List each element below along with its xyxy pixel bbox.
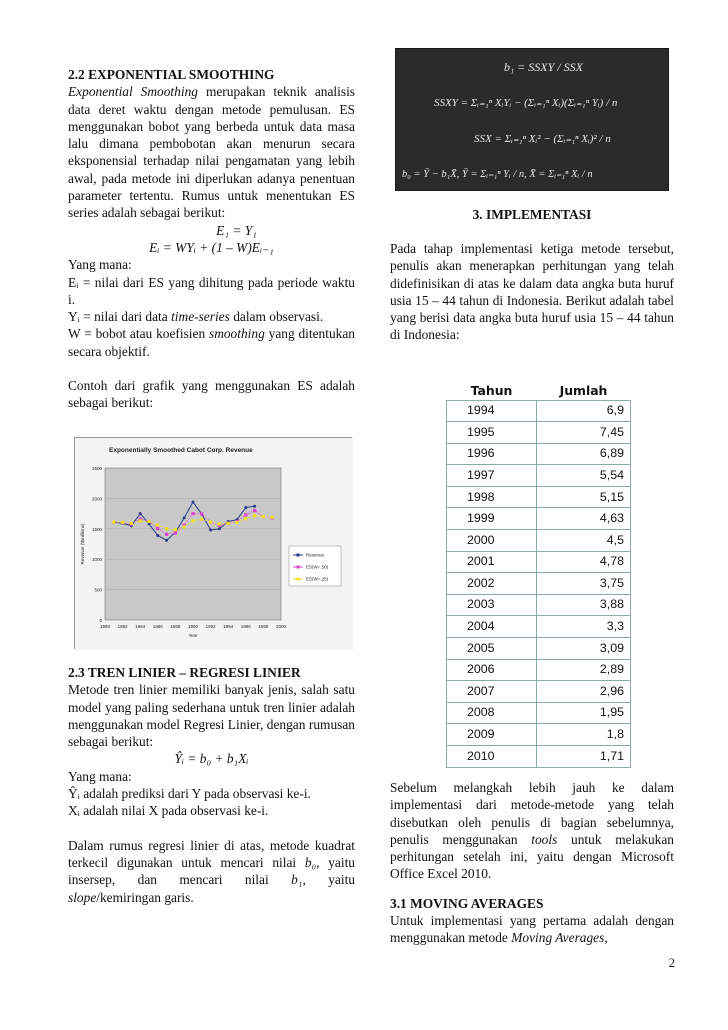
- x-tick-label: 1998: [258, 624, 269, 629]
- table-cell-year: 2005: [447, 638, 537, 660]
- section-heading-moving-averages: 3.1 MOVING AVERAGES: [390, 895, 544, 911]
- data-point: [253, 505, 256, 508]
- data-point: [271, 516, 274, 519]
- data-point: [200, 517, 203, 520]
- x-tick-label: 1980: [99, 624, 111, 629]
- table-cell-value: 6,9: [537, 400, 631, 422]
- table-row: [447, 724, 631, 746]
- formula-b0: b₀ = Ȳ − b₁X̄, Ȳ = Σᵢ₌₁ⁿ Yᵢ / n, X̄ = Σᵢ₌₁ⁿ Xᵢ / n: [402, 169, 593, 180]
- formula-b1: b₁ = SSXY / SSX: [504, 60, 583, 74]
- table-cell-year: 1994: [447, 400, 537, 422]
- table-row: [447, 465, 631, 487]
- section-heading-linear-trend: 2.3 TREN LINIER – REGRESI LINIER: [68, 665, 301, 680]
- page-number: 2: [668, 956, 675, 970]
- legend-marker: [297, 578, 300, 581]
- x-tick-label: 2000: [275, 624, 287, 629]
- y-tick-label: 1000: [91, 557, 102, 563]
- definition-yhat: Ŷᵢ adalah prediksi dari Y pada observasi ke-i.: [68, 786, 311, 802]
- table-cell-value: 1,71: [537, 746, 631, 768]
- table-row: [447, 400, 631, 422]
- table-cell-value: 4,5: [537, 530, 631, 552]
- table-row: [447, 443, 631, 465]
- linear-trend-paragraph: Metode tren linier memiliki banyak jenis, salah satu model yang paling sederhana untuk tren linier adalah menggunakan model Regresi Linier, dengan rumusan sebagai berikut:: [68, 682, 355, 750]
- table-row: [447, 702, 631, 724]
- definitions-label: Yang mana:: [68, 257, 132, 273]
- es-intro-text: merupakan teknik analisis data deret waktu dengan metode pemulusan. ES menggunakan bobot yang berbeda untuk data masa lalu dimana pembobotan akan menurun secara eksponensial terhadap nilai pengamatan yang lebih awal, pada metode ini diperlukan adanya penentuan parameter tertentu. Rumus untuk menentukan ES series adalah sebagai berikut:: [68, 84, 355, 221]
- data-point: [156, 527, 159, 530]
- table-cell-value: 3,88: [537, 594, 631, 616]
- formula-ei-text: Eᵢ = WYᵢ + (1 – W)Eᵢ₋₁: [149, 239, 274, 255]
- y-tick-label: 2000: [91, 496, 102, 502]
- x-tick-label: 1982: [117, 624, 128, 629]
- x-tick-label: 1984: [135, 624, 146, 629]
- y-tick-label: 500: [94, 587, 102, 593]
- formula-regression: [68, 750, 355, 767]
- es-chart: [74, 437, 352, 649]
- def-y-post: dalam observasi.: [229, 309, 324, 325]
- table-cell-value: 6,89: [537, 443, 631, 465]
- data-point: [244, 513, 247, 516]
- es-chart-svg: [75, 438, 353, 650]
- data-point: [174, 528, 177, 531]
- reg-slope: slope: [68, 889, 97, 905]
- table-cell-year: 1998: [447, 486, 537, 508]
- x-tick-label: 1992: [205, 624, 216, 629]
- illiteracy-table: [446, 381, 631, 768]
- data-point: [218, 522, 221, 525]
- table-cell-year: 2007: [447, 681, 537, 703]
- table-header-total: Jumlah: [559, 382, 608, 398]
- ma-text-1: Untuk implementasi yang pertama adalah dengan menggunakan metode: [390, 913, 674, 946]
- data-point: [244, 506, 247, 509]
- data-point: [200, 512, 203, 515]
- chart-title: Exponentially Smoothed Cabot Corp. Revenue: [109, 447, 253, 454]
- data-point: [192, 501, 195, 504]
- left-column: [68, 66, 355, 412]
- table-cell-value: 7,45: [537, 422, 631, 444]
- legend-label: ES(W=.25): [306, 576, 329, 582]
- table-cell-year: 2000: [447, 530, 537, 552]
- ma-italic: Moving Averages: [511, 930, 605, 946]
- data-point: [191, 519, 194, 522]
- table-cell-year: 2006: [447, 659, 537, 681]
- x-axis-label: Year: [188, 633, 198, 638]
- x-tick-label: 1994: [223, 624, 234, 629]
- data-point: [244, 517, 247, 520]
- data-point: [235, 521, 238, 524]
- table-cell-year: 1999: [447, 508, 537, 530]
- es-intro-paragraph: [68, 83, 355, 221]
- def-y-italic: time-series: [171, 309, 230, 325]
- y-tick-label: 2500: [91, 466, 102, 471]
- data-point: [156, 534, 159, 537]
- x-tick-label: 1986: [152, 624, 163, 629]
- chart-intro-paragraph: Contoh dari grafik yang menggunakan ES adalah sebagai berikut:: [68, 378, 355, 411]
- table-cell-year: 2009: [447, 724, 537, 746]
- data-point: [147, 520, 150, 523]
- legend-marker: [297, 554, 300, 557]
- data-point: [191, 512, 194, 515]
- table-cell-value: 4,63: [537, 508, 631, 530]
- table-cell-year: 2008: [447, 702, 537, 724]
- definition-y: [68, 308, 355, 325]
- table-row: [447, 746, 631, 768]
- section-heading-implementation: 3. IMPLEMENTASI: [472, 207, 592, 222]
- definition-e: Eᵢ = nilai dari ES yang dihitung pada periode waktu i.: [68, 274, 355, 307]
- formula-ei: [68, 239, 355, 256]
- data-point: [165, 527, 168, 530]
- before-paragraph: [390, 779, 674, 883]
- table-row: [447, 422, 631, 444]
- definitions-label-2: Yang mana:: [68, 768, 132, 784]
- data-point: [112, 521, 115, 524]
- table-body: [447, 400, 631, 767]
- before-text-2: untuk melakukan perhitungan setelah ini, yaitu dengan Microsoft Office Excel 2010.: [390, 831, 674, 882]
- reg-text-4: /kemiringan garis.: [96, 889, 194, 905]
- data-point: [183, 516, 186, 519]
- table-cell-year: 2004: [447, 616, 537, 638]
- data-point: [262, 515, 265, 518]
- table-cell-year: 1996: [447, 443, 537, 465]
- before-tools: tools: [531, 831, 558, 847]
- table-row: [447, 551, 631, 573]
- data-point: [183, 525, 186, 528]
- data-point: [165, 539, 168, 542]
- x-tick-label: 1996: [240, 624, 251, 629]
- def-w-post: yang ditentukan secara objektif.: [68, 326, 356, 359]
- moving-averages-paragraph: [390, 912, 674, 947]
- y-axis-label: Revenue (\$millions): [80, 523, 85, 565]
- data-point: [209, 521, 212, 524]
- table-cell-value: 5,15: [537, 486, 631, 508]
- table-cell-value: 5,54: [537, 465, 631, 487]
- table-row: [447, 530, 631, 552]
- table-row: [447, 616, 631, 638]
- right-column-lower: [390, 779, 674, 947]
- es-term: Exponential Smoothing: [68, 84, 198, 100]
- data-point: [139, 512, 142, 515]
- table-cell-value: 4,78: [537, 551, 631, 573]
- table-cell-value: 1,8: [537, 724, 631, 746]
- table-cell-value: 3,09: [537, 638, 631, 660]
- legend-label: Revenue: [306, 552, 325, 558]
- formula-ssx: SSX = Σᵢ₌₁ⁿ Xᵢ² − (Σᵢ₌₁ⁿ Xᵢ)² / n: [474, 133, 611, 145]
- def-y-pre: Yᵢ = nilai dari data: [68, 309, 172, 325]
- data-point: [218, 527, 221, 530]
- formula-e1: [68, 222, 355, 239]
- table-header-row: [447, 381, 631, 400]
- table-cell-value: 1,95: [537, 702, 631, 724]
- reg-text-2: , yaitu insersep, dan mencari nilai: [68, 854, 355, 888]
- table-row: [447, 508, 631, 530]
- data-point: [209, 529, 212, 532]
- table-cell-value: 2,96: [537, 681, 631, 703]
- table-cell-year: 2003: [447, 594, 537, 616]
- formula-regression-text: Ŷᵢ = b₀ + b₁Xᵢ: [174, 751, 249, 767]
- regression-formula-image: [395, 48, 669, 191]
- left-column-lower: [68, 664, 355, 906]
- y-tick-label: 0: [99, 618, 102, 623]
- definition-w: [68, 325, 355, 360]
- data-point: [227, 522, 230, 525]
- table-row: [447, 573, 631, 595]
- legend-marker: [297, 566, 300, 569]
- table-cell-value: 2,89: [537, 659, 631, 681]
- data-point: [253, 509, 256, 512]
- data-point: [139, 519, 142, 522]
- ma-text-2: ,: [604, 930, 608, 946]
- regression-paragraph: [68, 837, 355, 906]
- legend-label: ES(W=.50): [306, 564, 329, 570]
- formula-e1-text: E₁ = Y₁: [216, 222, 257, 238]
- reg-text-3: , yaitu: [302, 872, 355, 888]
- table-row: [447, 486, 631, 508]
- table-row: [447, 681, 631, 703]
- x-tick-label: 1988: [170, 624, 181, 629]
- reg-b0: b₀: [304, 854, 317, 870]
- data-point: [121, 521, 124, 524]
- table-cell-value: 3,3: [537, 616, 631, 638]
- data-point: [165, 533, 168, 536]
- table-row: [447, 594, 631, 616]
- table-cell-year: 2010: [447, 746, 537, 768]
- data-point: [253, 514, 256, 517]
- formula-ssxy: SSXY = Σᵢ₌₁ⁿ XᵢYᵢ − (Σᵢ₌₁ⁿ Xᵢ)(Σᵢ₌₁ⁿ Yᵢ) / n: [434, 97, 618, 109]
- x-tick-label: 1990: [187, 624, 199, 629]
- table-cell-year: 2002: [447, 573, 537, 595]
- table-cell-year: 2001: [447, 551, 537, 573]
- y-tick-label: 1500: [91, 526, 102, 532]
- def-w-pre: W = bobot atau koefisien: [68, 326, 209, 342]
- table-cell-year: 1997: [447, 465, 537, 487]
- table-cell-value: 3,75: [537, 573, 631, 595]
- definition-x: Xᵢ adalah nilai X pada observasi ke-i.: [68, 803, 269, 819]
- data-point: [174, 531, 177, 534]
- before-text-1: Sebelum melangkah lebih jauh ke dalam implementasi dari metode-metode yang telah disebutkan oleh penulis di bagian sebelumnya, penulis menggunakan: [390, 780, 674, 847]
- section-heading-exponential-smoothing: 2.2 EXPONENTIAL SMOOTHING: [68, 67, 275, 82]
- plot-area: [105, 468, 281, 620]
- reg-b1: b₁: [291, 872, 303, 888]
- data-point: [130, 522, 133, 525]
- table-header-year: Tahun: [470, 382, 513, 398]
- regression-formula-svg: [396, 49, 670, 192]
- data-point: [156, 524, 159, 527]
- implementation-paragraph: Pada tahap implementasi ketiga metode tersebut, penulis akan menerapkan perhitungan yang telah didefinisikan di atas ke dalam data angka buta huruf usia 15 – 44 tahun di Indonesia. Berikut adalah tabel yang berisi data angka buta huruf usia 15 – 44 tahun di Indonesia:: [390, 241, 674, 343]
- table-cell-year: 1995: [447, 422, 537, 444]
- table-row: [447, 638, 631, 660]
- def-w-italic: smoothing: [208, 326, 265, 342]
- table-row: [447, 659, 631, 681]
- reg-text-1: Dalam rumus regresi linier di atas, metode kuadrat terkecil digunakan untuk mencari nilai: [68, 837, 355, 870]
